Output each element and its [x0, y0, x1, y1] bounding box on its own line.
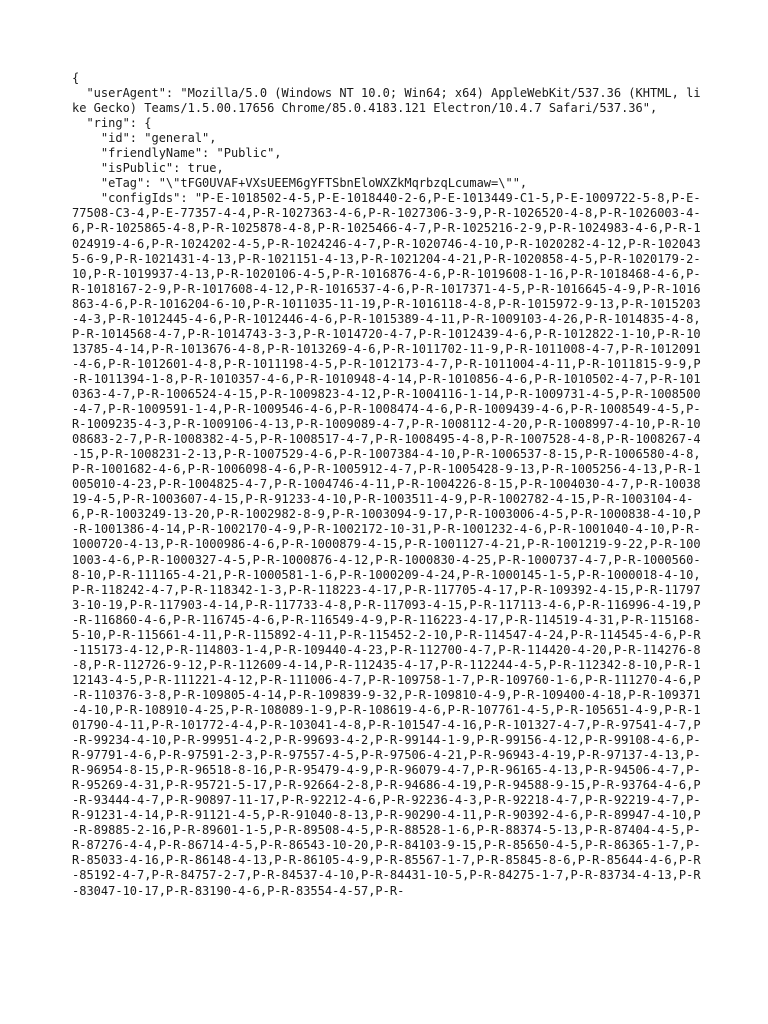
json-response-text: { "userAgent": "Mozilla/5.0 (Windows NT 10.0; Win64; x64) AppleWebKit/537.36 (KHTML, like Gecko) Teams/1.5.00.17656 Chrome/85.0.4183.121 Electron/10.4.7 Safari/537.36", "ring": { "id": "general", "friendlyName": "Public", "isPublic": true, "eTag": "\"tFG0UVAF+VXsUEEM6gYFTSbnEloWXZkMqrbzqLcumaw=\"", "configIds": "P-E-1018502-4-5,P-E-1018440-2-6,P-E-1013449-C1-5,P-E-1009722-5-8,P-E-77508-C3-4,P-E-77357-4-4,P-R-1027363-4-6,P-R-1027306-3-9,P-R-1026520-4-8,P-R-1026003-4-6,P-R-1025865-4-8,P-R-1025878-4-8,P-R-1025466-4-7,P-R-1025216-2-9,P-R-1024983-4-6,P-R-1024919-4-6,P-R-1024202-4-5,P-R-1024246-4-7,P-R-1020746-4-10,P-R-1020282-4-12,P-R-1020435-6-9,P-R-1021431-4-13,P-R-1021151-4-13,P-R-1021204-4-21,P-R-1020858-4-5,P-R-1020179-2-10,P-R-1019937-4-13,P-R-1020106-4-5,P-R-1016876-4-6,P-R-1019608-1-16,P-R-1018468-4-6,P-R-1018167-2-9,P-R-1017608-4-12,P-R-1016537-4-6,P-R-1017371-4-5,P-R-1016645-4-9,P-R-1016863-4-6,P-R-1016204-6-10,P-R-1011035-11-19,P-R-1016118-4-8,P-R-1015972-9-13,P-R-1015203-4-3,P-R-1012445-4-6,P-R-1012446-4-6,P-R-1015389-4-11,P-R-1009103-4-26,P-R-1014835-4-8,P-R-1014568-4-7,P-R-1014743-3-3,P-R-1014720-4-7,P-R-1012439-4-6,P-R-1012822-1-10,P-R-1013785-4-14,P-R-1013676-4-8,P-R-1013269-4-6,P-R-1011702-11-9,P-R-1011008-4-7,P-R-1012091-4-6,P-R-1012601-4-8,P-R-1011198-4-5,P-R-1012173-4-7,P-R-1011004-4-11,P-R-1011815-9-9,P-R-1011394-1-8,P-R-1010357-4-6,P-R-1010948-4-14,P-R-1010856-4-6,P-R-1010502-4-7,P-R-1010363-4-7,P-R-1006524-4-15,P-R-1009823-4-12,P-R-1004116-1-14,P-R-1009731-4-5,P-R-1008500-4-7,P-R-1009591-1-4,P-R-1009546-4-6,P-R-1008474-4-6,P-R-1009439-4-6,P-R-1008549-4-5,P-R-1009235-4-3,P-R-1009106-4-13,P-R-1009089-4-7,P-R-1008112-4-20,P-R-1008997-4-10,P-R-1008683-2-7,P-R-1008382-4-5,P-R-1008517-4-7,P-R-1008495-4-8,P-R-1007528-4-8,P-R-1008267-4-15,P-R-1008231-2-13,P-R-1007529-4-6,P-R-1007384-4-10,P-R-1006537-8-15,P-R-1006580-4-8,P-R-1001682-4-6,P-R-1006098-4-6,P-R-1005912-4-7,P-R-1005428-9-13,P-R-1005256-4-13,P-R-1005010-4-23,P-R-1004825-4-7,P-R-1004746-4-11,P-R-1004226-8-15,P-R-1004030-4-7,P-R-1003819-4-5,P-R-1003607-4-15,P-R-91233-4-10,P-R-1003511-4-9,P-R-1002782-4-15,P-R-1003104-4-6,P-R-1003249-13-20,P-R-1002982-8-9,P-R-1003094-9-17,P-R-1003006-4-5,P-R-1000838-4-10,P-R-1001386-4-14,P-R-1002170-4-9,P-R-1002172-10-31,P-R-1001232-4-6,P-R-1001040-4-10,P-R-1000720-4-13,P-R-1000986-4-6,P-R-1000879-4-15,P-R-1001127-4-21,P-R-1001219-9-22,P-R-1001003-4-6,P-R-1000327-4-5,P-R-1000876-4-12,P-R-1000830-4-25,P-R-1000737-4-7,P-R-1000560-8-10,P-R-111165-4-21,P-R-1000581-1-6,P-R-1000209-4-24,P-R-1000145-1-5,P-R-1000018-4-10,P-R-118242-4-7,P-R-118342-1-3,P-R-118223-4-17,P-R-117705-4-17,P-R-109392-4-15,P-R-117973-10-19,P-R-117903-4-14,P-R-117733-4-8,P-R-117093-4-15,P-R-117113-4-6,P-R-116996-4-19,P-R-116860-4-6,P-R-116745-4-6,P-R-116549-4-9,P-R-116223-4-17,P-R-114519-4-31,P-R-115168-5-10,P-R-115661-4-11,P-R-115892-4-11,P-R-115452-2-10,P-R-114547-4-24,P-R-114545-4-6,P-R-115173-4-12,P-R-114803-1-4,P-R-109440-4-23,P-R-112700-4-7,P-R-114420-4-20,P-R-114276-8-8,P-R-112726-9-12,P-R-112609-4-14,P-R-112435-4-17,P-R-112244-4-5,P-R-112342-8-10,P-R-112143-4-5,P-R-111221-4-12,P-R-111006-4-7,P-R-109758-1-7,P-R-109760-1-6,P-R-111270-4-6,P-R-110376-3-8,P-R-109805-4-14,P-R-109839-9-32,P-R-109810-4-9,P-R-109400-4-18,P-R-109371-4-10,P-R-108910-4-25,P-R-108089-1-9,P-R-108619-4-6,P-R-107761-4-5,P-R-105651-4-9,P-R-101790-4-11,P-R-101772-4-4,P-R-103041-4-8,P-R-101547-4-16,P-R-101327-4-7,P-R-97541-4-7,P-R-99234-4-10,P-R-99951-4-2,P-R-99693-4-2,P-R-99144-1-9,P-R-99156-4-12,P-R-99108-4-6,P-R-97791-4-6,P-R-97591-2-3,P-R-97557-4-5,P-R-97506-4-21,P-R-96943-4-19,P-R-97137-4-13,P-R-96954-8-15,P-R-96518-8-16,P-R-95479-4-9,P-R-96079-4-7,P-R-96165-4-13,P-R-94506-4-7,P-R-95269-4-31,P-R-95721-5-17,P-R-92664-2-8,P-R-94686-4-19,P-R-94588-9-15,P-R-93764-4-6,P-R-93444-4-7,P-R-90897-11-17,P-R-92212-4-6,P-R-92236-4-3,P-R-92218-4-7,P-R-92219-4-7,P-R-91231-4-14,P-R-91121-4-5,P-R-91040-8-13,P-R-90290-4-11,P-R-90392-4-6,P-R-89947-4-10,P-R-89885-2-16,P-R-89601-1-5,P-R-89508-4-5,P-R-88528-1-6,P-R-88374-5-13,P-R-87404-4-5,P-R-87276-4-4,P-R-86714-4-5,P-R-86543-10-20,P-R-84103-9-15,P-R-85650-4-5,P-R-86365-1-7,P-R-85033-4-16,P-R-86148-4-13,P-R-86105-4-9,P-R-85567-1-7,P-R-85845-8-6,P-R-85644-4-6,P-R-85192-4-7,P-R-84757-2-7,P-R-84537-4-10,P-R-84431-10-5,P-R-84275-1-7,P-R-83734-4-13,P-R-83047-10-17,P-R-83190-4-6,P-R-83554-4-57,P-R-: [72, 71, 701, 898]
